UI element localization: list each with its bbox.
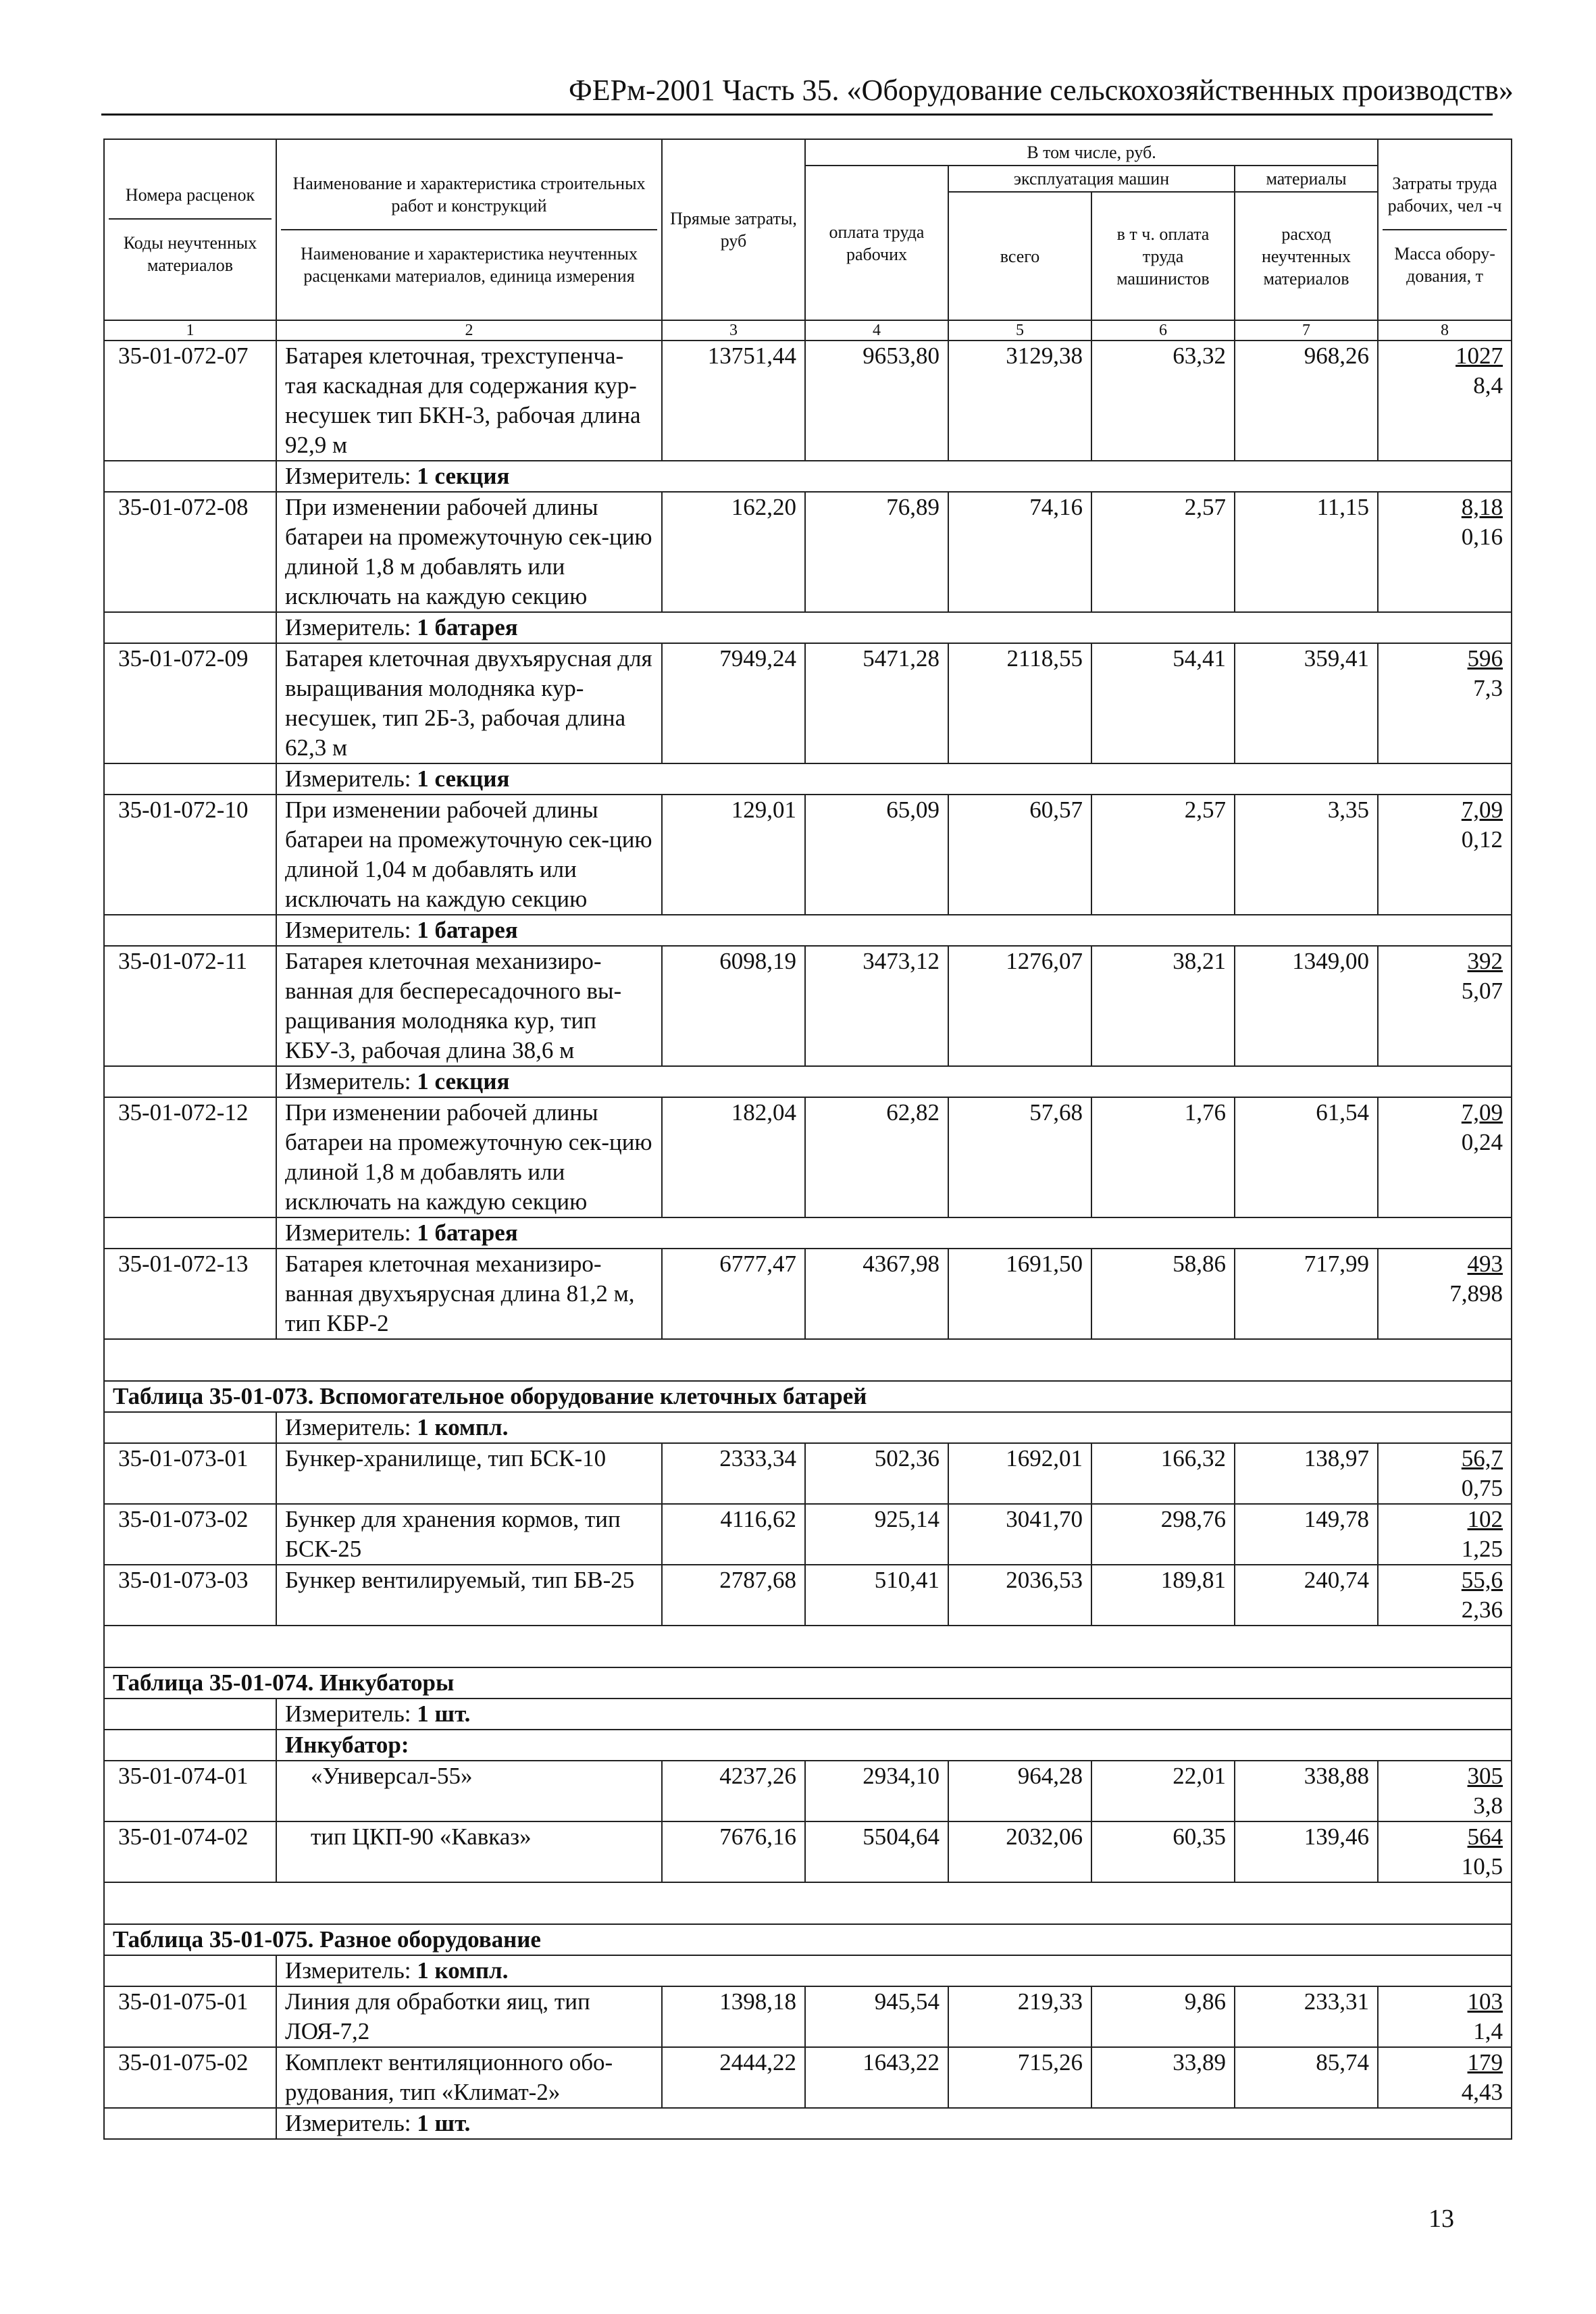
- header-labor-hours: Затраты труда рабочих, чел -ч: [1387, 174, 1502, 216]
- machines-total: 3129,38: [948, 341, 1091, 461]
- materials-cost: 3,35: [1235, 795, 1378, 915]
- labor-hours: 596: [1467, 645, 1503, 672]
- labor-mass-cell: [1378, 1249, 1512, 1339]
- equipment-mass: 7,898: [1449, 1280, 1503, 1307]
- meter-row: [104, 1217, 1512, 1249]
- operators-pay: 63,32: [1091, 341, 1235, 461]
- header-including-group: В том числе, руб.: [805, 139, 1378, 166]
- machines-total: 57,68: [948, 1097, 1091, 1217]
- rate-code: 35-01-072-09: [104, 643, 276, 763]
- labor-mass-cell: [1378, 1821, 1512, 1882]
- labor-hours: 55,6: [1461, 1567, 1503, 1593]
- table-row: [104, 492, 1512, 612]
- header-codes: [104, 139, 276, 320]
- section-title: Таблица 35-01-074. Инкубаторы: [104, 1667, 1512, 1699]
- operators-pay: 58,86: [1091, 1249, 1235, 1339]
- worker-pay: 1643,22: [805, 2047, 948, 2108]
- operators-pay: 2,57: [1091, 795, 1235, 915]
- header-operators-pay: в т ч. оплата труда машинистов: [1091, 192, 1235, 320]
- direct-costs: 2333,34: [662, 1443, 805, 1504]
- section-title-row: [104, 1667, 1512, 1699]
- col-number: 6: [1091, 320, 1235, 341]
- machines-total: 2032,06: [948, 1821, 1091, 1882]
- labor-hours: 7,09: [1461, 1099, 1503, 1126]
- meter-row: [104, 1066, 1512, 1097]
- materials-cost: 139,46: [1235, 1821, 1378, 1882]
- meter-label: Измеритель: 1 компл.: [285, 1957, 509, 1984]
- meter-label: Измеритель: 1 секция: [285, 765, 510, 792]
- header-rule: [101, 114, 1493, 116]
- equipment-mass: 0,75: [1461, 1475, 1503, 1501]
- worker-pay: 4367,98: [805, 1249, 948, 1339]
- header-work-names: Наименование и характеристика строительных работ и конструкций: [292, 174, 646, 216]
- materials-cost: 717,99: [1235, 1249, 1378, 1339]
- equipment-mass: 0,12: [1461, 826, 1503, 853]
- rate-name: При изменении рабочей длины батареи на промежуточную сек-цию длиной 1,8 м добавлять или исключать на каждую секцию: [276, 492, 662, 612]
- table-row: [104, 1249, 1512, 1339]
- rate-code: 35-01-075-02: [104, 2047, 276, 2108]
- header-unaccounted-materials: расход неучтенных материалов: [1235, 192, 1378, 320]
- rate-name: «Универсал-55»: [276, 1761, 662, 1821]
- direct-costs: 4116,62: [662, 1504, 805, 1565]
- meter-row: [104, 1699, 1512, 1730]
- equipment-mass: 2,36: [1461, 1596, 1503, 1623]
- rate-code: 35-01-072-08: [104, 492, 276, 612]
- operators-pay: 1,76: [1091, 1097, 1235, 1217]
- worker-pay: 510,41: [805, 1565, 948, 1626]
- rate-name: Линия для обработки яиц, тип ЛОЯ-7,2: [276, 1986, 662, 2047]
- labor-mass-cell: [1378, 1986, 1512, 2047]
- meter-row: [104, 915, 1512, 946]
- equipment-mass: 1,4: [1473, 2018, 1503, 2044]
- labor-hours: 102: [1467, 1506, 1503, 1532]
- section-gap: [104, 1339, 1512, 1381]
- materials-cost: 968,26: [1235, 341, 1378, 461]
- header-mass: Масса обору-дования, т: [1383, 229, 1507, 287]
- header-direct-costs: Прямые затраты, руб: [662, 139, 805, 320]
- table-row: [104, 1986, 1512, 2047]
- machines-total: 1276,07: [948, 946, 1091, 1066]
- direct-costs: 13751,44: [662, 341, 805, 461]
- meter-row: [104, 461, 1512, 492]
- section-title: Таблица 35-01-073. Вспомогательное оборудование клеточных батарей: [104, 1381, 1512, 1412]
- col-number: 7: [1235, 320, 1378, 341]
- labor-hours: 564: [1467, 1823, 1503, 1850]
- rate-code: 35-01-074-02: [104, 1821, 276, 1882]
- table-row: [104, 1565, 1512, 1626]
- worker-pay: 2934,10: [805, 1761, 948, 1821]
- header-labor: [1378, 139, 1512, 320]
- rate-name: Батарея клеточная механизиро-ванная для беспересадочного вы-ращивания молодняка кур, тип КБУ-3, рабочая длина 38,6 м: [276, 946, 662, 1066]
- table-row: [104, 2047, 1512, 2108]
- table-row: [104, 341, 1512, 461]
- labor-hours: 103: [1467, 1988, 1503, 2015]
- meter-row: [104, 1412, 1512, 1443]
- meter-row: [104, 1955, 1512, 1986]
- rate-code: 35-01-072-12: [104, 1097, 276, 1217]
- operators-pay: 22,01: [1091, 1761, 1235, 1821]
- equipment-mass: 8,4: [1473, 372, 1503, 399]
- materials-cost: 149,78: [1235, 1504, 1378, 1565]
- table-row: [104, 1821, 1512, 1882]
- equipment-mass: 10,5: [1461, 1853, 1503, 1880]
- col-number: 5: [948, 320, 1091, 341]
- meter-row: [104, 2108, 1512, 2139]
- worker-pay: 945,54: [805, 1986, 948, 2047]
- rates-table: [103, 139, 1512, 2140]
- labor-mass-cell: [1378, 795, 1512, 915]
- labor-hours: 8,18: [1461, 494, 1503, 520]
- worker-pay: 62,82: [805, 1097, 948, 1217]
- header-worker-pay: оплата труда рабочих: [805, 166, 948, 320]
- table-row: [104, 1761, 1512, 1821]
- meter-label: Измеритель: 1 шт.: [285, 2110, 471, 2136]
- direct-costs: 7949,24: [662, 643, 805, 763]
- section-title-row: [104, 1381, 1512, 1412]
- table-row: [104, 946, 1512, 1066]
- header-rate-numbers: Номера расценок: [125, 184, 255, 205]
- direct-costs: 162,20: [662, 492, 805, 612]
- rate-name: Бункер-хранилище, тип БСК-10: [276, 1443, 662, 1504]
- header-materials-group: материалы: [1235, 166, 1378, 192]
- materials-cost: 240,74: [1235, 1565, 1378, 1626]
- worker-pay: 5471,28: [805, 643, 948, 763]
- machines-total: 2118,55: [948, 643, 1091, 763]
- operators-pay: 9,86: [1091, 1986, 1235, 2047]
- header-material-codes: Коды неучтенных материалов: [109, 218, 272, 276]
- rate-name: При изменении рабочей длины батареи на промежуточную сек-цию длиной 1,04 м добавлять или исключать на каждую секцию: [276, 795, 662, 915]
- operators-pay: 298,76: [1091, 1504, 1235, 1565]
- labor-hours: 493: [1467, 1251, 1503, 1277]
- worker-pay: 925,14: [805, 1504, 948, 1565]
- direct-costs: 7676,16: [662, 1821, 805, 1882]
- machines-total: 1692,01: [948, 1443, 1091, 1504]
- page-number: 13: [1428, 2205, 1454, 2233]
- rate-name: Батарея клеточная, трехступенча-тая каскадная для содержания кур-несушек тип БКН-3, рабочая длина 92,9 м: [276, 341, 662, 461]
- materials-cost: 11,15: [1235, 492, 1378, 612]
- labor-hours: 7,09: [1461, 797, 1503, 823]
- worker-pay: 3473,12: [805, 946, 948, 1066]
- equipment-mass: 4,43: [1461, 2079, 1503, 2105]
- table-row: [104, 1097, 1512, 1217]
- equipment-mass: 3,8: [1473, 1792, 1503, 1819]
- labor-mass-cell: [1378, 1443, 1512, 1504]
- table-073-body: [104, 1339, 1512, 1626]
- table-row: [104, 1443, 1512, 1504]
- col-number: 4: [805, 320, 948, 341]
- group-row: [104, 1730, 1512, 1761]
- machines-total: 964,28: [948, 1761, 1091, 1821]
- equipment-mass: 5,07: [1461, 978, 1503, 1004]
- materials-cost: 338,88: [1235, 1761, 1378, 1821]
- labor-mass-cell: [1378, 1504, 1512, 1565]
- header-names: [276, 139, 662, 320]
- operators-pay: 60,35: [1091, 1821, 1235, 1882]
- operators-pay: 2,57: [1091, 492, 1235, 612]
- meter-row: [104, 612, 1512, 643]
- labor-hours: 392: [1467, 948, 1503, 974]
- machines-total: 60,57: [948, 795, 1091, 915]
- labor-mass-cell: [1378, 2047, 1512, 2108]
- materials-cost: 233,31: [1235, 1986, 1378, 2047]
- rate-name: При изменении рабочей длины батареи на промежуточную сек-цию длиной 1,8 м добавлять или исключать на каждую секцию: [276, 1097, 662, 1217]
- rate-code: 35-01-072-10: [104, 795, 276, 915]
- direct-costs: 4237,26: [662, 1761, 805, 1821]
- rate-code: 35-01-073-01: [104, 1443, 276, 1504]
- col-number: 8: [1378, 320, 1512, 341]
- machines-total: 715,26: [948, 2047, 1091, 2108]
- labor-hours: 1027: [1456, 343, 1503, 369]
- table-074-body: [104, 1626, 1512, 1882]
- materials-cost: 61,54: [1235, 1097, 1378, 1217]
- labor-hours: 56,7: [1461, 1445, 1503, 1472]
- section-title: Таблица 35-01-075. Разное оборудование: [104, 1924, 1512, 1955]
- section-title-row: [104, 1924, 1512, 1955]
- materials-cost: 85,74: [1235, 2047, 1378, 2108]
- labor-mass-cell: [1378, 492, 1512, 612]
- equipment-mass: 0,24: [1461, 1129, 1503, 1155]
- header-material-names: Наименование и характеристика неучтенных расценками материалов, единица измерения: [281, 229, 657, 287]
- operators-pay: 189,81: [1091, 1565, 1235, 1626]
- labor-mass-cell: [1378, 1761, 1512, 1821]
- meter-label: Измеритель: 1 батарея: [285, 1219, 518, 1246]
- labor-mass-cell: [1378, 946, 1512, 1066]
- materials-cost: 138,97: [1235, 1443, 1378, 1504]
- labor-mass-cell: [1378, 1097, 1512, 1217]
- table-row: [104, 795, 1512, 915]
- labor-hours: 179: [1467, 2049, 1503, 2076]
- running-header: ФЕРм-2001 Часть 35. «Оборудование сельскохозяйственных производств»: [569, 74, 1514, 107]
- group-label: Инкубатор:: [285, 1732, 409, 1758]
- materials-cost: 1349,00: [1235, 946, 1378, 1066]
- machines-total: 3041,70: [948, 1504, 1091, 1565]
- table-row: [104, 643, 1512, 763]
- direct-costs: 6777,47: [662, 1249, 805, 1339]
- rate-name: Батарея клеточная механизиро-ванная двухъярусная длина 81,2 м, тип КБР-2: [276, 1249, 662, 1339]
- rate-name: Батарея клеточная двухъярусная для выращивания молодняка кур-несушек, тип 2Б-3, рабочая длина 62,3 м: [276, 643, 662, 763]
- table-header: [104, 139, 1512, 341]
- equipment-mass: 0,16: [1461, 524, 1503, 550]
- meter-label: Измеритель: 1 секция: [285, 1068, 510, 1095]
- table-row: [104, 1504, 1512, 1565]
- materials-cost: 359,41: [1235, 643, 1378, 763]
- header-machines-group: эксплуатация машин: [948, 166, 1235, 192]
- meter-label: Измеритель: 1 секция: [285, 463, 510, 489]
- direct-costs: 129,01: [662, 795, 805, 915]
- meter-label: Измеритель: 1 батарея: [285, 917, 518, 943]
- direct-costs: 182,04: [662, 1097, 805, 1217]
- direct-costs: 2787,68: [662, 1565, 805, 1626]
- rate-code: 35-01-072-07: [104, 341, 276, 461]
- rate-code: 35-01-072-13: [104, 1249, 276, 1339]
- worker-pay: 502,36: [805, 1443, 948, 1504]
- direct-costs: 1398,18: [662, 1986, 805, 2047]
- rate-name: Бункер для хранения кормов, тип БСК-25: [276, 1504, 662, 1565]
- table-075-body: [104, 1882, 1512, 2139]
- operators-pay: 166,32: [1091, 1443, 1235, 1504]
- rate-name: тип ЦКП-90 «Кавказ»: [276, 1821, 662, 1882]
- machines-total: 1691,50: [948, 1249, 1091, 1339]
- operators-pay: 33,89: [1091, 2047, 1235, 2108]
- rate-code: 35-01-073-03: [104, 1565, 276, 1626]
- rate-name: Бункер вентилируемый, тип БВ-25: [276, 1565, 662, 1626]
- machines-total: 2036,53: [948, 1565, 1091, 1626]
- equipment-mass: 1,25: [1461, 1536, 1503, 1562]
- labor-mass-cell: [1378, 643, 1512, 763]
- worker-pay: 9653,80: [805, 341, 948, 461]
- labor-mass-cell: [1378, 341, 1512, 461]
- labor-hours: 305: [1467, 1763, 1503, 1789]
- col-number: 1: [104, 320, 276, 341]
- table-072-body: [104, 341, 1512, 1339]
- operators-pay: 38,21: [1091, 946, 1235, 1066]
- direct-costs: 2444,22: [662, 2047, 805, 2108]
- operators-pay: 54,41: [1091, 643, 1235, 763]
- equipment-mass: 7,3: [1473, 675, 1503, 701]
- worker-pay: 65,09: [805, 795, 948, 915]
- section-gap: [104, 1626, 1512, 1667]
- rate-code: 35-01-072-11: [104, 946, 276, 1066]
- labor-mass-cell: [1378, 1565, 1512, 1626]
- rate-code: 35-01-073-02: [104, 1504, 276, 1565]
- rate-code: 35-01-074-01: [104, 1761, 276, 1821]
- meter-row: [104, 763, 1512, 795]
- meter-label: Измеритель: 1 компл.: [285, 1414, 509, 1440]
- machines-total: 219,33: [948, 1986, 1091, 2047]
- meter-label: Измеритель: 1 батарея: [285, 614, 518, 640]
- meter-label: Измеритель: 1 шт.: [285, 1701, 471, 1727]
- direct-costs: 6098,19: [662, 946, 805, 1066]
- section-gap: [104, 1882, 1512, 1924]
- machines-total: 74,16: [948, 492, 1091, 612]
- worker-pay: 5504,64: [805, 1821, 948, 1882]
- rate-code: 35-01-075-01: [104, 1986, 276, 2047]
- worker-pay: 76,89: [805, 492, 948, 612]
- rate-name: Комплект вентиляционного обо-рудования, тип «Климат-2»: [276, 2047, 662, 2108]
- col-number: 3: [662, 320, 805, 341]
- header-machines-total: всего: [948, 192, 1091, 320]
- col-number: 2: [276, 320, 662, 341]
